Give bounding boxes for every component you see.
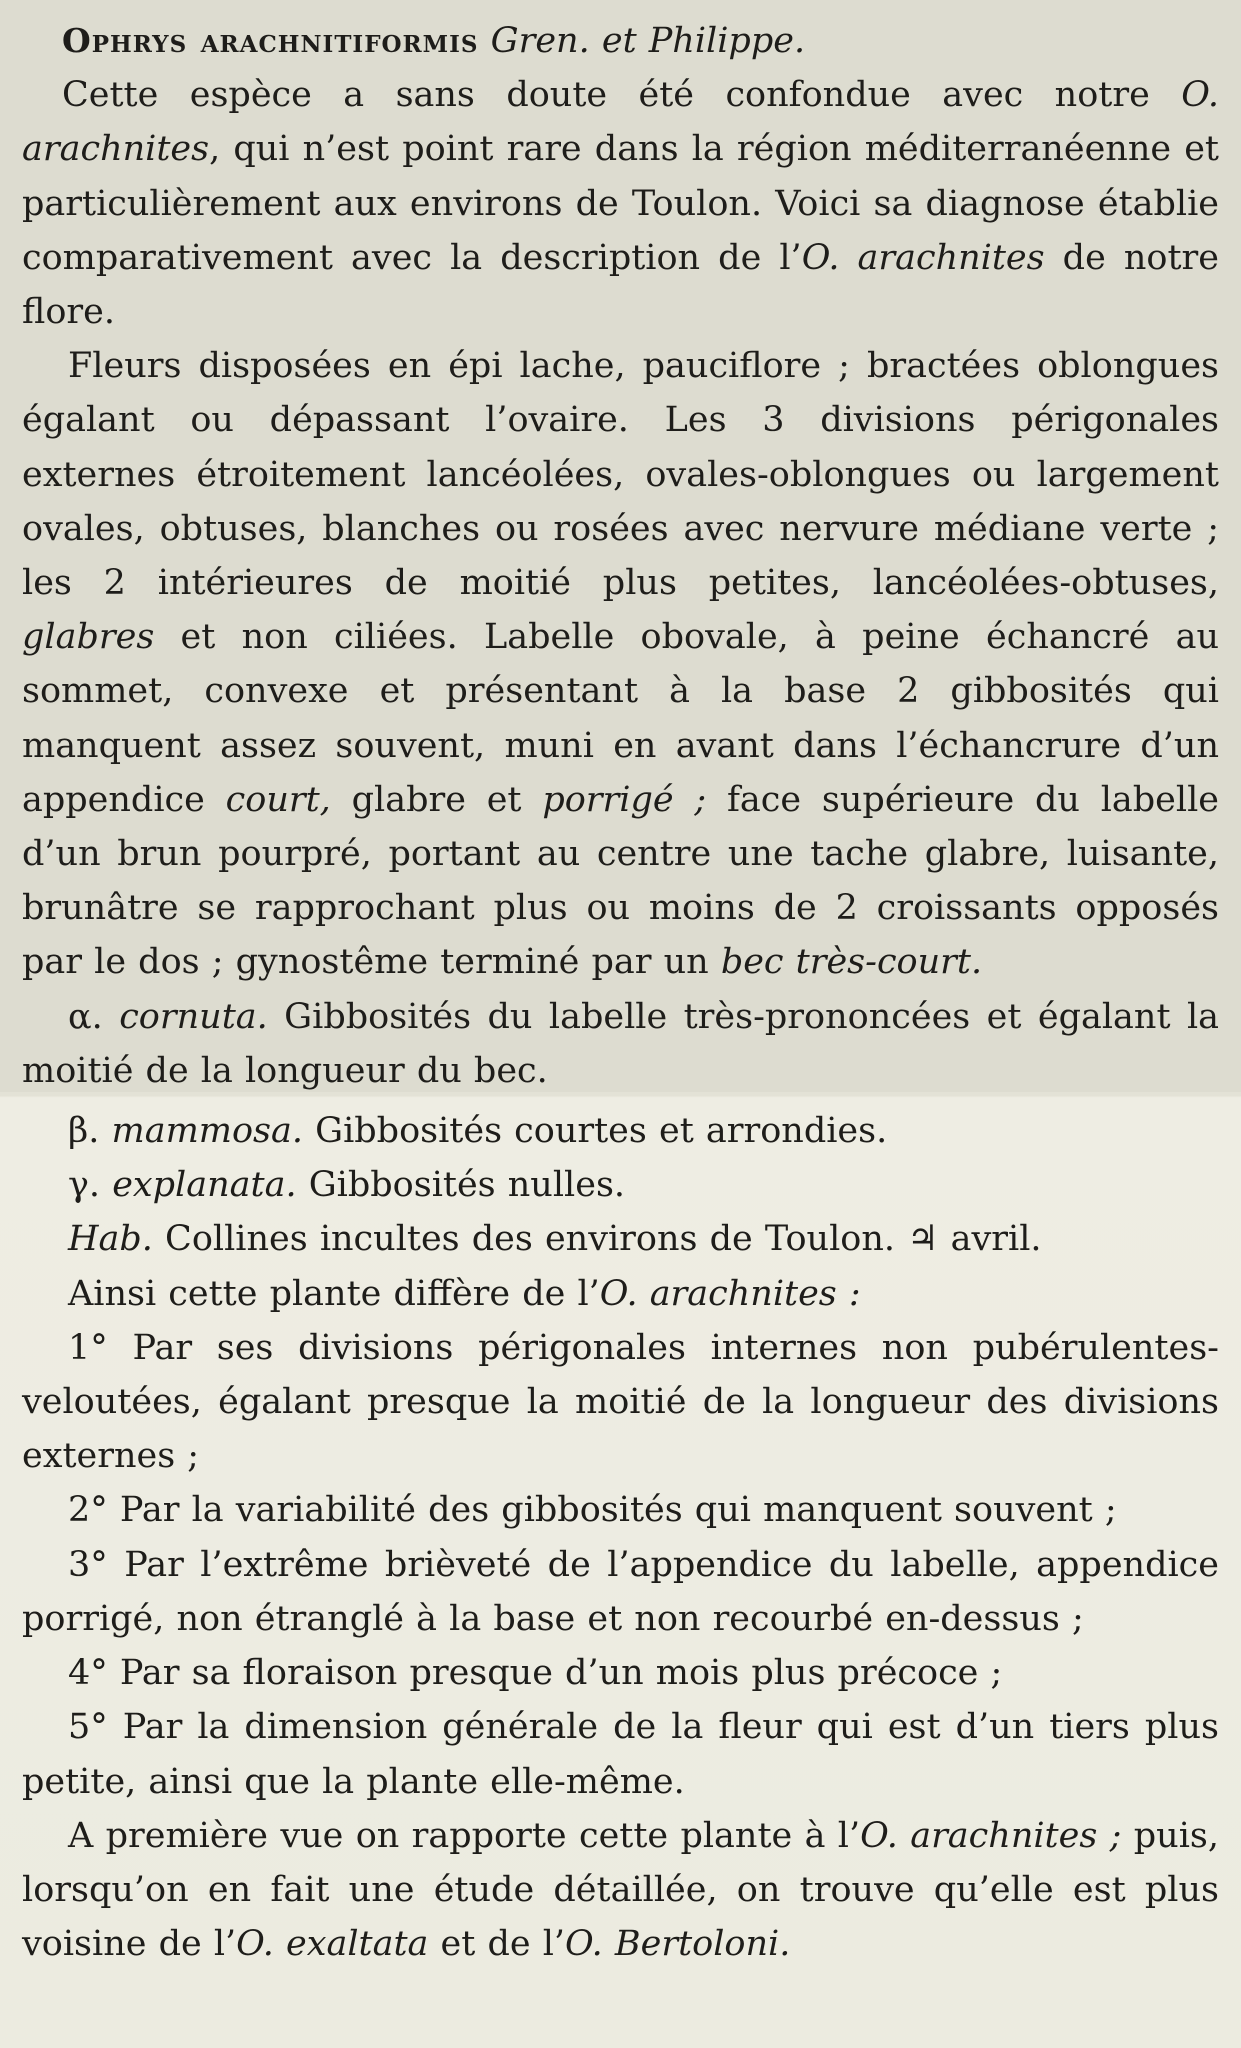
habitat-line xyxy=(22,1212,1219,1266)
species-name: Ophrys arachnitiformis xyxy=(62,21,479,60)
variety-name: cornuta. xyxy=(119,996,268,1037)
text-run: et de l’ xyxy=(428,1924,566,1965)
variety-gamma xyxy=(22,1158,1219,1212)
text-run: Fleurs disposées en épi lache, pauciflore ; bractées oblongues égalant ou dépassant l’ovaire. Les 3 divisions périgonales externes étroitement lancéolées, ovales-oblongues ou largement ovales, obtuses, blanches ou rosées avec nervure médiane verte ; les 2 intérieures de moitié plus petites, lancéolées-obtuses, xyxy=(22,346,1219,604)
text-run: Ainsi cette plante diffère de l’ xyxy=(68,1273,600,1314)
variety-text: Gibbosités du labelle très-prononcées et égalant la moitié de la longueur du bec. xyxy=(22,996,1219,1091)
species-authority: Gren. et Philippe. xyxy=(490,21,806,61)
italic-run: O. arachnites xyxy=(22,75,1219,170)
italic-run: porrigé ; xyxy=(542,779,707,820)
comparison-point-3: 3° Par l’extrême brièveté de l’appendice du labelle, appendice porrigé, non étranglé à la base et non recourbé en-dessus ; xyxy=(22,1544,1219,1639)
variety-text: Gibbosités courtes et arrondies. xyxy=(302,1111,888,1152)
comparison-point-2: 2° Par la variabilité des gibbosités qui manquent souvent ; xyxy=(68,1490,1117,1531)
variety-name: explanata. xyxy=(112,1165,297,1206)
text-run: et non ciliées. Labelle obovale, à peine échancré au sommet, convexe et présentant à la base 2 gibbosités qui manquent assez souvent, muni en avant dans l’échancrure d’un appendice xyxy=(22,617,1219,820)
variety-alpha xyxy=(22,990,1219,1098)
variety-name: mammosa. xyxy=(111,1111,303,1152)
diagnosis-paragraph xyxy=(22,339,1219,989)
text-run: de notre flore. xyxy=(22,237,1219,333)
comparison-point-1: 1° Par ses divisions périgonales internes non pubérulentes-veloutées, égalant presque la moitié de la longueur des divisions externes ; xyxy=(22,1327,1219,1477)
italic-run: O. arachnites xyxy=(801,237,1045,278)
italic-run: O. exaltata xyxy=(236,1924,429,1965)
italic-run: bec très-court. xyxy=(720,942,983,983)
variety-letter: β. xyxy=(68,1111,100,1152)
italic-run: O. Bertoloni. xyxy=(565,1924,791,1965)
italic-run: glabres xyxy=(22,617,155,658)
text-run: Cette espèce a sans doute été confondue avec notre xyxy=(62,75,1182,116)
comparison-point-4: 4° Par sa floraison presque d’un mois plus précoce ; xyxy=(68,1653,1003,1694)
italic-run: court, xyxy=(225,779,331,820)
comparison-point-5: 5° Par la dimension générale de la fleur qui est d’un tiers plus petite, ainsi que la plante elle-même. xyxy=(22,1707,1219,1802)
variety-letter: γ. xyxy=(68,1165,101,1206)
comparison-intro xyxy=(22,1267,1219,1321)
conclusion-paragraph xyxy=(22,1809,1219,1972)
variety-beta xyxy=(22,1104,1219,1158)
italic-run: O. arachnites ; xyxy=(860,1815,1122,1856)
text-run: , qui n’est point rare dans la région méditerranéenne et particulièrement aux environs de Toulon. Voici sa diagnose établie comparativement avec la description de l’ xyxy=(22,129,1219,278)
species-heading xyxy=(22,14,1219,68)
habitat-label: Hab. xyxy=(68,1219,153,1260)
variety-letter: α. xyxy=(68,996,103,1037)
italic-run: O. arachnites : xyxy=(599,1273,861,1314)
text-run: face supérieure du labelle d’un brun pourpré, portant au centre une tache glabre, luisante, brunâtre se rapprochant plus ou moins de 2 croissants opposés par le dos ; gynostême terminé par un xyxy=(22,779,1220,983)
variety-text: Gibbosités nulles. xyxy=(296,1165,626,1206)
text-run: glabre et xyxy=(330,779,543,820)
text-run: puis, lorsqu’on en fait une étude détaillée, on trouve qu’elle est plus voisine de l’ xyxy=(22,1815,1219,1965)
habitat-text: Collines incultes des environs de Toulon. ♃ avril. xyxy=(152,1219,1042,1260)
body-text xyxy=(22,14,1219,1971)
text-run: A première vue on rapporte cette plante à l’ xyxy=(68,1815,861,1856)
intro-paragraph xyxy=(22,68,1219,339)
